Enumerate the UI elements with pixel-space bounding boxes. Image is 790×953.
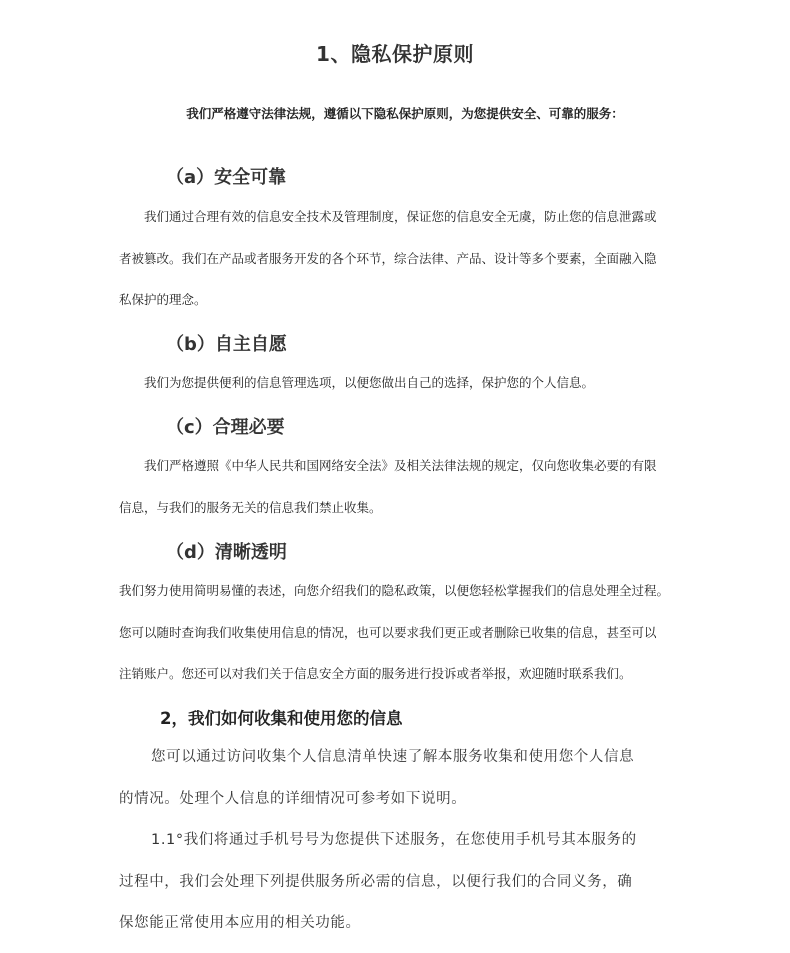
intro-text: 我们严格遵守法律法规，遵循以下隐私保护原则，为您提供安全、可靠的服务： <box>186 106 624 121</box>
section-heading-b: （b）自主自愿 <box>166 334 287 355</box>
section-a-line-2: 者被篡改。我们在产品或者服务开发的各个环节，综合法律、产品、设计等多个要素，全面融入隐 <box>119 250 657 266</box>
section-a-line-3: 私保护的理念。 <box>119 292 207 307</box>
section-2-p2-line-2: 过程中，我们会处理下列提供服务所必需的信息，以便行我们的合同义务，确 <box>119 873 633 890</box>
section-2-p2-line-1: 1.1°我们将通过手机号号为您提供下述服务，在您使用手机号其本服务的 <box>151 832 637 848</box>
section-c-line-2: 信息，与我们的服务无关的信息我们禁止收集。 <box>119 499 382 515</box>
section-b-paragraph <box>119 362 679 404</box>
section-2-paragraph-1 <box>119 737 679 820</box>
section-a-line-1: 我们通过合理有效的信息安全技术及管理制度，保证您的信息安全无虞，防止您的信息泄露或 <box>144 209 657 224</box>
section-c-paragraph <box>119 445 679 528</box>
section-2-paragraph-2 <box>119 820 679 945</box>
section-d-line-2: 您可以随时查询我们收集使用信息的情况，也可以要求我们更正或者删除已收集的信息，甚至可以 <box>119 624 657 640</box>
section-d-line-3: 注销账户。您还可以对我们关于信息安全方面的服务进行投诉或者举报，欢迎随时联系我们。 <box>119 666 632 681</box>
section-2-p1-line-1: 您可以通过访问收集个人信息清单快速了解本服务收集和使用您个人信息 <box>151 749 635 765</box>
section-heading-d: （d）清晰透明 <box>166 542 287 563</box>
page-title: 1、隐私保护原则 <box>316 42 474 66</box>
section-a-paragraph <box>119 196 679 321</box>
section-d-line-1: 我们努力使用简明易懂的表述，向您介绍我们的隐私政策，以便您轻松掌握我们的信息处理全过程。 <box>119 583 670 598</box>
section-2-p1-line-2: 的情况。处理个人信息的详细情况可参考如下说明。 <box>119 790 467 807</box>
section-b-line-1: 我们为您提供便利的信息管理选项，以便您做出自己的选择，保护您的个人信息。 <box>144 375 595 390</box>
section-c-line-1: 我们严格遵照《中华人民共和国网络安全法》及相关法律法规的规定，仅向您收集必要的有限 <box>144 458 657 473</box>
section-2-p2-line-3: 保您能正常使用本应用的相关功能。 <box>119 915 361 931</box>
section-2-heading: 2，我们如何收集和使用您的信息 <box>160 709 403 728</box>
section-heading-c: （c）合理必要 <box>166 417 285 438</box>
section-d-paragraph <box>119 570 699 695</box>
section-heading-a: （a）安全可靠 <box>166 167 287 188</box>
